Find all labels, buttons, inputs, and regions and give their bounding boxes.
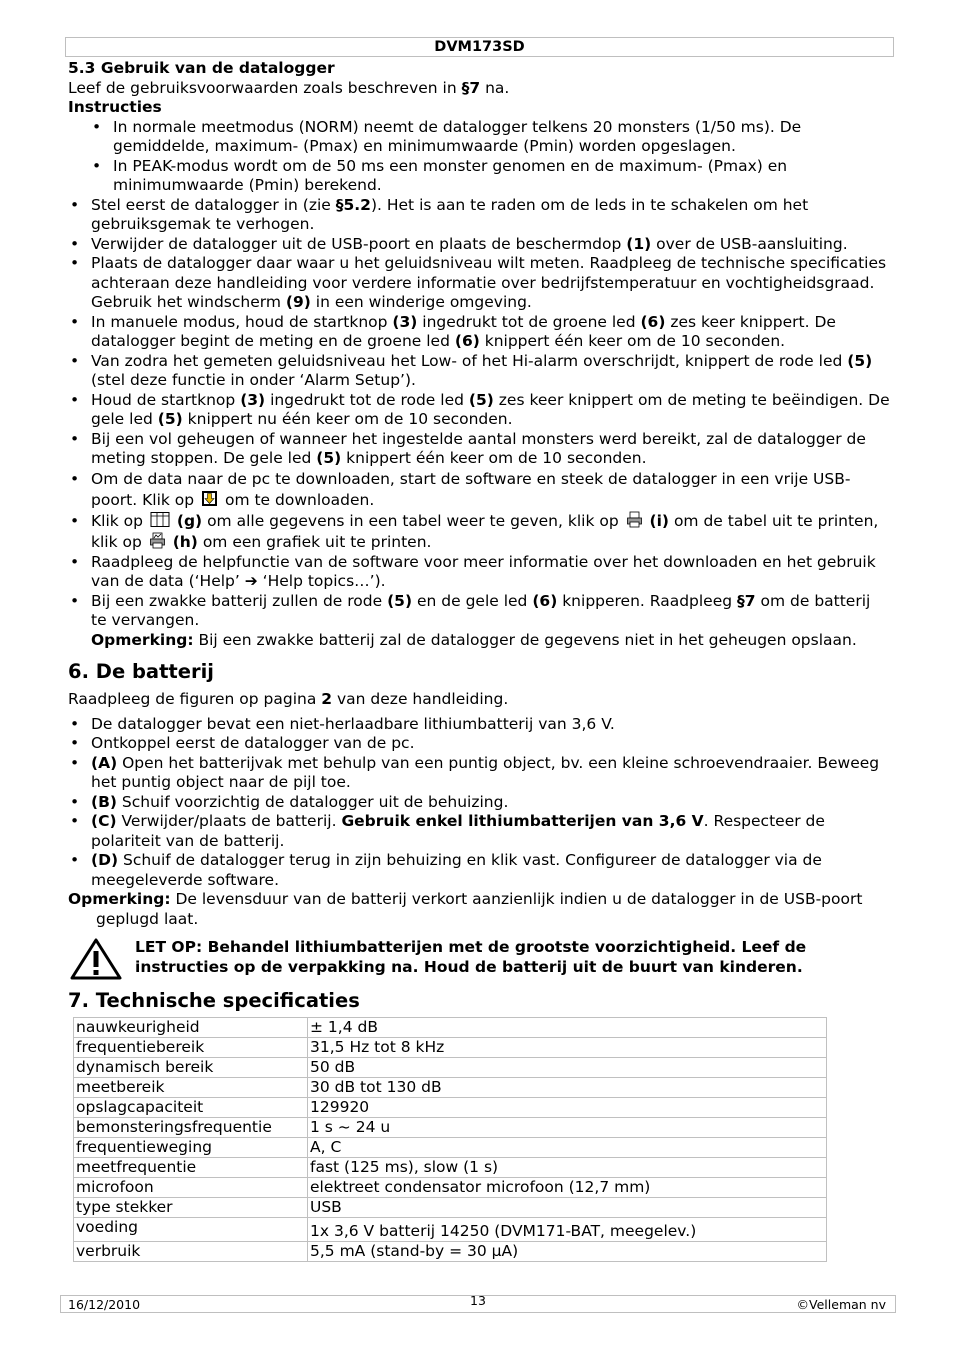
spec-value: 129920 xyxy=(308,1098,827,1118)
list-item: • Houd de startknop (3) ingedrukt tot de rode led (5) zes keer knippert om de meting te beëindigen. De gele led (5) knippert nu één keer om de 10 seconden. xyxy=(68,391,890,430)
list-item: • Plaats de datalogger daar waar u het geluidsniveau wilt meten. Raadpleeg de technische specificaties achteraan deze handleiding voor verdere informatie over bedrijfstemperatuur en vochtigheidsgraad. Gebruik het windscherm (9) in een winderige omgeving. xyxy=(68,254,890,313)
table-row xyxy=(74,1158,827,1178)
list-item: • Bij een vol geheugen of wanneer het ingestelde aantal monsters werd bereikt, zal de datalogger de meting stoppen. De gele led (5) knippert één keer om de 10 seconden. xyxy=(68,430,890,469)
list-item: • In manuele modus, houd de startknop (3) ingedrukt tot de groene led (6) zes keer knippert. De datalogger begint de meting en de groene led (6) knippert één keer om de 10 seconden. xyxy=(68,313,890,352)
table-row xyxy=(74,1098,827,1118)
warning-text: LET OP: Behandel lithiumbatterijen met de grootste voorzichtigheid. Leef de instructies op de verpakking na. Houd de batterij uit de buurt van kinderen. xyxy=(135,938,807,976)
footer-date: 16/12/2010 xyxy=(68,1297,141,1312)
page-number: 13 xyxy=(470,1293,486,1308)
mode-list xyxy=(68,118,890,196)
table-row xyxy=(74,1058,827,1078)
list-item: • De datalogger bevat een niet-herlaadbare lithiumbatterij van 3,6 V. xyxy=(68,715,890,735)
doc-code: DVM173SD xyxy=(434,39,525,55)
battery-list xyxy=(68,715,890,891)
spec-label: verbruik xyxy=(74,1242,308,1262)
table-icon xyxy=(150,511,170,528)
list-item: • Ontkoppel eerst de datalogger van de pc. xyxy=(68,734,890,754)
section-6-intro: Raadpleeg de figuren op pagina 2 van deze handleiding. xyxy=(68,690,509,708)
section-7-title: 7. Technische specificaties xyxy=(68,989,360,1012)
list-item: • Bij een zwakke batterij zullen de rode (5) en de gele led (6) knipperen. Raadpleeg §7 om de batterij te vervangen. xyxy=(68,592,890,631)
spec-label: microfoon xyxy=(74,1178,308,1198)
warning-box xyxy=(68,938,890,980)
list-item: • Verwijder de datalogger uit de USB-poort en plaats de beschermdop (1) over de USB-aansluiting. xyxy=(68,235,890,255)
print-graph-icon xyxy=(149,532,166,549)
spec-value: fast (125 ms), slow (1 s) xyxy=(308,1158,827,1178)
section-5-3-note: Opmerking: Bij een zwakke batterij zal de datalogger de gegevens niet in het geheugen opslaan. xyxy=(91,630,857,649)
list-item: • (C) Verwijder/plaats de batterij. Gebruik enkel lithiumbatterijen van 3,6 V. Respecteer de polariteit van de batterij. xyxy=(68,812,890,851)
footer-copyright: ©Velleman nv xyxy=(796,1297,886,1312)
spec-value: USB xyxy=(308,1198,827,1218)
instructions-title: Instructies xyxy=(68,98,162,116)
spec-label: meetbereik xyxy=(74,1078,308,1098)
spec-value: 30 dB tot 130 dB xyxy=(308,1078,827,1098)
table-row xyxy=(74,1038,827,1058)
table-row xyxy=(74,1018,827,1038)
spec-label: opslagcapaciteit xyxy=(74,1098,308,1118)
spec-value: elektreet condensator microfoon (12,7 mm) xyxy=(308,1178,827,1198)
spec-label: meetfrequentie xyxy=(74,1158,308,1178)
list-item: • Van zodra het gemeten geluidsniveau het Low- of het Hi-alarm overschrijdt, knippert de rode led (5) (stel deze functie in onder ‘Alarm Setup’). xyxy=(68,352,890,391)
spec-value: A, C xyxy=(308,1138,827,1158)
instruction-list xyxy=(68,196,890,631)
spec-value: 50 dB xyxy=(308,1058,827,1078)
spec-value: 5,5 mA (stand-by = 30 µA) xyxy=(308,1242,827,1262)
spec-value: 1 s ~ 24 u xyxy=(308,1118,827,1138)
spec-label: frequentiebereik xyxy=(74,1038,308,1058)
page-footer xyxy=(60,1295,896,1313)
list-item: • In normale meetmodus (NORM) neemt de datalogger telkens 20 monsters (1/50 ms). De gemiddelde, maximum- (Pmax) en minimumwaarde (Pmin) worden opgeslagen. xyxy=(113,118,890,157)
list-item: • Stel eerst de datalogger in (zie §5.2). Het is aan te raden om de leds in te schakelen om het gebruiksgemak te verhogen. xyxy=(68,196,890,235)
spec-label: voeding xyxy=(74,1218,308,1242)
spec-label: dynamisch bereik xyxy=(74,1058,308,1078)
table-row xyxy=(74,1218,827,1242)
table-row xyxy=(74,1138,827,1158)
section-6-title: 6. De batterij xyxy=(68,660,214,683)
spec-label: frequentieweging xyxy=(74,1138,308,1158)
warning-triangle-icon xyxy=(69,937,123,981)
table-row xyxy=(74,1198,827,1218)
list-item: • Om de data naar de pc te downloaden, start de software en steek de datalogger in een vrije USB-poort. Klik op om te downloaden. xyxy=(68,469,890,511)
list-item: • Klik op (g) om alle gegevens in een tabel weer te geven, klik op (i) om de tabel uit te printen, klik op (h) om een grafiek uit te printen. xyxy=(68,511,890,553)
spec-label: type stekker xyxy=(74,1198,308,1218)
page-header xyxy=(65,37,894,57)
section-5-3-intro: Leef de gebruiksvoorwaarden zoals beschreven in §7 na. xyxy=(68,78,510,97)
list-item: • Raadpleeg de helpfunctie van de software voor meer informatie over het downloaden en het gebruik van de data (‘Help’ ➔ ‘Help topics…’). xyxy=(68,553,890,592)
table-row xyxy=(74,1078,827,1098)
list-item: • (B) Schuif voorzichtig de datalogger uit de behuizing. xyxy=(68,793,890,813)
list-item: • (D) Schuif de datalogger terug in zijn behuizing en klik vast. Configureer de datalogger via de meegeleverde software. xyxy=(68,851,890,890)
table-row xyxy=(74,1178,827,1198)
table-row xyxy=(74,1242,827,1262)
spec-table xyxy=(73,1017,827,1262)
spec-value: ± 1,4 dB xyxy=(308,1018,827,1038)
download-icon xyxy=(201,490,218,507)
section-5-3-title: 5.3 Gebruik van de datalogger xyxy=(68,59,335,77)
arrow-right-icon: ➔ xyxy=(244,572,258,590)
table-row xyxy=(74,1118,827,1138)
spec-value: 1x 3,6 V batterij 14250 (DVM171-BAT, meegelev.) xyxy=(308,1218,827,1242)
spec-label: nauwkeurigheid xyxy=(74,1018,308,1038)
print-table-icon xyxy=(626,511,643,528)
page-content xyxy=(68,59,890,1262)
list-item: • In PEAK-modus wordt om de 50 ms een monster genomen en de maximum- (Pmax) en minimumwaarde (Pmin) berekend. xyxy=(113,157,890,196)
section-6-note: Opmerking: De levensduur van de batterij verkort aanzienlijk indien u de datalogger in de USB-poort geplugd laat. xyxy=(68,890,863,928)
spec-label: bemonsteringsfrequentie xyxy=(74,1118,308,1138)
list-item: • (A) Open het batterijvak met behulp van een puntig object, bv. een kleine schroevendraaier. Beweeg het puntig object naar de pijl toe. xyxy=(68,754,890,793)
spec-value: 31,5 Hz tot 8 kHz xyxy=(308,1038,827,1058)
